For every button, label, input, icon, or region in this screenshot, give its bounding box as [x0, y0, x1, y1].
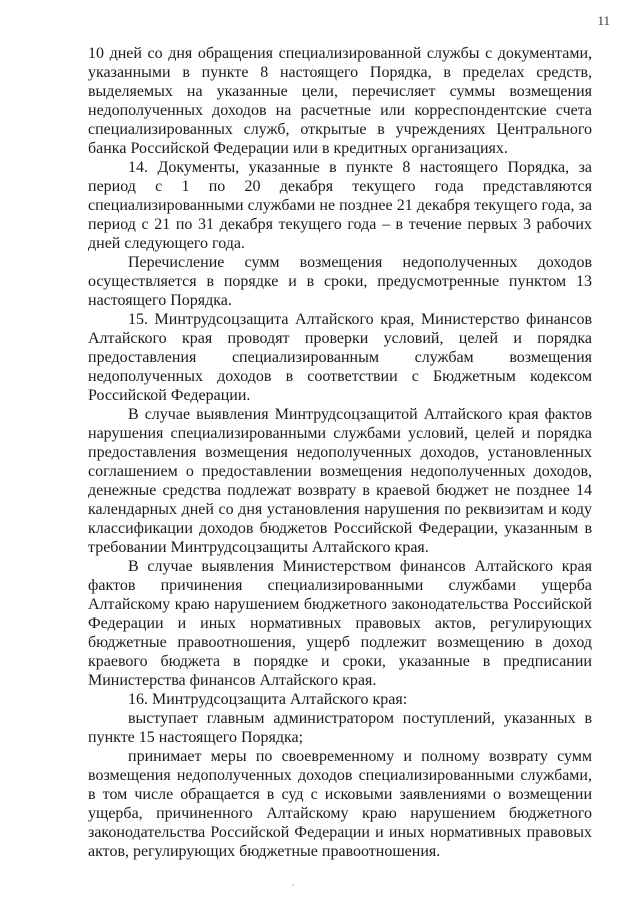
paragraph-administrator: выступает главным администратором поступлений, указанных в пункте 15 настоящего Порядка;: [88, 710, 592, 746]
paragraph-item-14: 14. Документы, указанные в пункте 8 настоящего Порядка, за период с 1 по 20 декабря текущего года представляются специализированными службами не позднее 21 декабря текущего года, за период с 21 по 31 декабря текущего года – в течение первых 3 рабочих дней следующего года.: [88, 159, 592, 252]
paragraph-measures: принимает меры по своевременному и полному возврату сумм возмещения недополученных доходов специализированными службами, в том числе обращается в суд с исковыми заявлениями о возмещении ущерба, причиненного Алтайскому краю нарушением бюджетного законодательства Российской Федерации и иных нормативных правовых актов, регулирующих бюджетные правоотношения.: [88, 748, 592, 860]
page-number: 11: [597, 13, 610, 28]
paragraph-continuation: 10 дней со дня обращения специализированной службы с документами, указанными в пункте 8 настоящего Порядка, в пределах средств, выделяемых на указанные цели, перечисляет суммы возмещения недополученных доходов на расчетные или корреспондентские счета специализированных служб, открытые в учреждениях Центрального банка Российской Федерации или в кредитных организациях.: [88, 45, 592, 157]
scan-speck: [292, 884, 294, 886]
paragraph-violation-ministry-finance: В случае выявления Министерством финансов Алтайского края фактов причинения специализированными службами ущерба Алтайскому краю нарушением бюджетного законодательства Российской Федерации и иных нормативных правовых актов, регулирующих бюджетные правоотношения, ущерб подлежит возмещению в доход краевого бюджета в порядке и сроки, указанные в предписании Министерства финансов Алтайского края.: [88, 558, 592, 689]
paragraph-violation-ministry-labor: В случае выявления Минтрудсоцзащитой Алтайского края фактов нарушения специализированными службами условий, целей и порядка предоставления возмещения недополученных доходов, установленных соглашением о предоставлении возмещения недополученных доходов, денежные средства подлежат возврату в краевой бюджет не позднее 14 календарных дней со дня установления нарушения по реквизитам и коду классификации доходов бюджетов Российской Федерации, указанным в требовании Минтрудсоцзащиты Алтайского края.: [88, 406, 592, 556]
paragraph-transfer: Перечисление сумм возмещения недополученных доходов осуществляется в порядке и в сроки, предусмотренные пунктом 13 настоящего Порядка.: [88, 254, 592, 309]
document-body: [88, 44, 592, 861]
paragraph-item-16: 16. Минтрудсоцзащита Алтайского края:: [128, 691, 408, 708]
paragraph-item-15: 15. Минтрудсоцзащита Алтайского края, Министерство финансов Алтайского края проводят проверки условий, целей и порядка предоставления специализированным службам возмещения недополученных доходов в соответствии с Бюджетным кодексом Российской Федерации.: [88, 311, 592, 404]
